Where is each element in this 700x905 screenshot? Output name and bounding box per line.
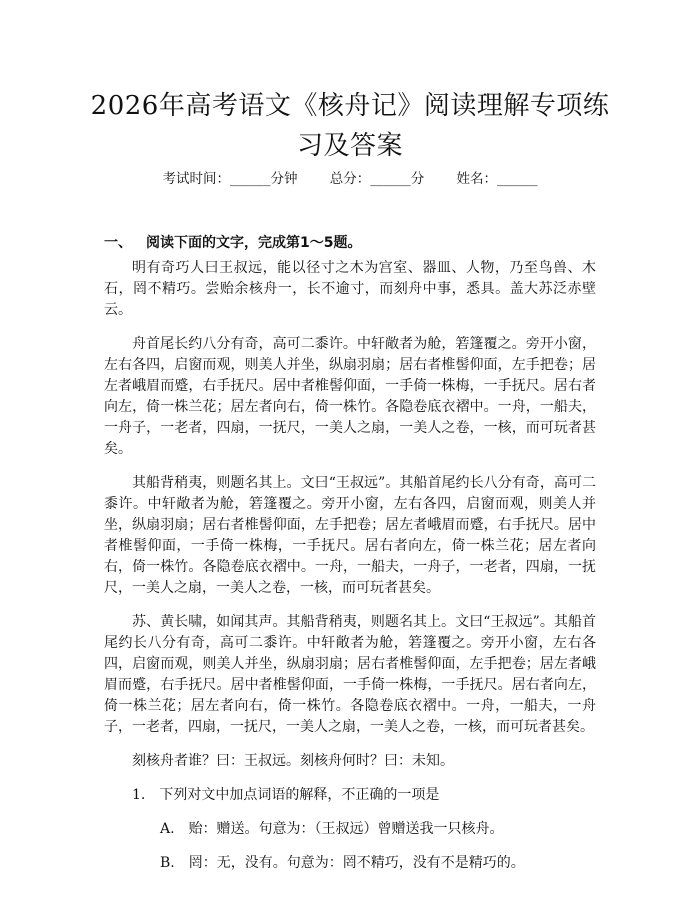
section-heading: [104, 232, 361, 252]
option-a: [160, 819, 596, 840]
question-number: 1.: [132, 787, 146, 803]
question-1: [132, 785, 596, 806]
exam-time: 考试时间：______分钟: [162, 171, 298, 187]
paragraph-2: 舟首尾长约八分有奇，高可二黍许。中轩敞者为舱，箬篷覆之。旁开小窗，左右各四，启窗而观，则美人并坐，纵扇羽扇；居右者椎髻仰面，左手把卷；居左者峨眉而蹙，右手抚尺。居中者椎髻仰面，一手倚一株梅，一手抚尺。居右者向左，倚一株兰花；居左者向右，倚一株竹。各隐卷底衣褶中。一舟，一船夫，一舟子，一老者，四扇，一抚尺，一美人之扇，一美人之卷，一核，而可玩者甚矣。: [104, 336, 596, 457]
paragraph-1: 明有奇巧人曰王叔远，能以径寸之木为宫室、器皿、人物，乃至鸟兽、木石，罔不精巧。尝贻余核舟一，长不逾寸，而刻舟中事，悉具。盖大苏泛赤壁云。: [104, 260, 596, 318]
section-number: 一、: [104, 235, 132, 251]
exam-name: 姓名：______: [456, 171, 538, 187]
exam-score: 总分：______分: [329, 171, 425, 187]
option-label: A.: [160, 821, 175, 837]
document-title: 2026年高考语文《核舟记》阅读理解专项练习及答案: [90, 91, 610, 161]
document-body: [104, 258, 596, 887]
paragraph-3: 其船背稍夷，则题名其上。文曰“王叔远”。其船首尾约长八分有奇，高可二黍许。中轩敞者为舱，箬篷覆之。旁开小窗，左右各四，启窗而观，则美人并坐，纵扇羽扇；居右者椎髻仰面，左手把卷；居左者峨眉而蹙，右手抚尺。居中者椎髻仰面，一手倚一株梅，一手抚尺。居右者向左，倚一株兰花；居左者向右，倚一株竹。各隐卷底衣褶中。一舟，一船夫，一舟子，一老者，四扇，一抚尺，一美人之扇，一美人之卷，一核，而可玩者甚矣。: [104, 475, 596, 596]
option-text: 罔：无，没有。句意为：罔不精巧，没有不是精巧的。: [188, 855, 525, 871]
paragraph-5: 刻核舟者谁？曰：王叔远。刻核舟何时？曰：未知。: [132, 753, 454, 769]
paragraph-4: 苏、黄长啸，如闻其声。其船背稍夷，则题名其上。文曰“王叔远”。其船首尾约长八分有奇，高可二黍许。中轩敞者为舱，箬篷覆之。旁开小窗，左右各四，启窗而观，则美人并坐，纵扇羽扇；居右者椎髻仰面，左手把卷；居左者峨眉而蹙，右手抚尺。居中者椎髻仰面，一手倚一株梅，一手抚尺。居右者向左，倚一株兰花；居左者向右，倚一株竹。各隐卷底衣褶中。一舟，一船夫，一舟子，一老者，四扇，一抚尺，一美人之扇，一美人之卷，一核，而可玩者甚矣。: [104, 614, 596, 735]
section-text: 阅读下面的文字，完成第1～5题。: [146, 235, 362, 251]
option-label: B.: [160, 855, 175, 871]
exam-meta: [0, 170, 700, 188]
option-text: 贻：赠送。句意为：（王叔远）曾赠送我一只核舟。: [188, 821, 504, 837]
question-text: 下列对文中加点词语的解释，不正确的一项是: [159, 787, 440, 803]
option-b: [160, 853, 596, 874]
